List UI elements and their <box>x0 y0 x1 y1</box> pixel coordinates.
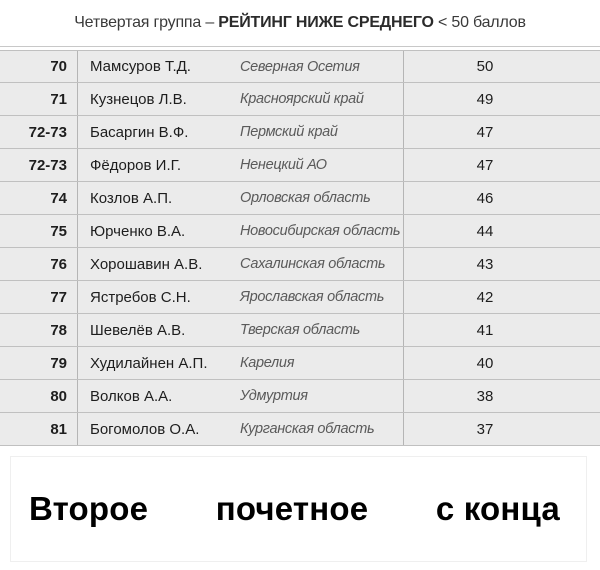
rating-table <box>0 50 600 446</box>
rank-cell: 77 <box>0 281 78 313</box>
rank-cell: 76 <box>0 248 78 280</box>
score-cell: 40 <box>476 354 494 372</box>
header-prefix: Четвертая группа – <box>74 14 219 31</box>
region-cell: Сахалинская область <box>240 248 404 280</box>
region-cell: Ярославская область <box>240 281 404 313</box>
name-cell: Фёдоров И.Г. <box>90 156 182 174</box>
table-row <box>0 413 600 446</box>
caption-word-1: Второе <box>29 490 149 527</box>
rank-cell: 79 <box>0 347 78 379</box>
score-cell: 44 <box>476 222 494 240</box>
name-cell: Юрченко В.А. <box>90 222 186 240</box>
region-cell: Ненецкий АО <box>240 149 404 181</box>
score-cell: 50 <box>476 58 494 75</box>
header-title: РЕЙТИНГ НИЖЕ СРЕДНЕГО <box>218 14 434 31</box>
score-cell: 38 <box>476 387 494 405</box>
table-row <box>0 380 600 413</box>
score-cell: 42 <box>476 288 494 306</box>
name-cell: Кузнецов Л.В. <box>90 90 187 108</box>
region-cell: Тверская область <box>240 314 404 346</box>
score-cell: 41 <box>476 321 494 339</box>
rank-cell: 75 <box>0 215 78 247</box>
name-cell: Ястребов С.Н. <box>90 288 191 306</box>
region-cell: Красноярский край <box>240 83 404 115</box>
table-row <box>0 281 600 314</box>
rank-cell: 72-73 <box>0 116 78 148</box>
region-cell: Орловская область <box>240 182 404 214</box>
name-cell: Басаргин В.Ф. <box>90 123 189 141</box>
name-cell: Волков А.А. <box>90 387 173 405</box>
score-cell: 49 <box>476 90 494 108</box>
rank-cell: 74 <box>0 182 78 214</box>
rank-cell: 72-73 <box>0 149 78 181</box>
name-cell: Худилайнен А.П. <box>90 354 208 372</box>
table-row <box>0 83 600 116</box>
score-cell: 47 <box>476 156 494 174</box>
table-row <box>0 116 600 149</box>
rank-cell: 81 <box>0 413 78 445</box>
score-cell: 46 <box>476 189 494 207</box>
table-row <box>0 248 600 281</box>
score-cell: 43 <box>476 255 494 273</box>
caption-word-3: с конца <box>435 490 560 527</box>
region-cell: Удмуртия <box>240 380 404 412</box>
region-cell: Карелия <box>240 347 404 379</box>
name-cell: Козлов А.П. <box>90 189 173 207</box>
score-cell: 37 <box>476 420 494 438</box>
region-cell: Пермский край <box>240 116 404 148</box>
name-cell: Мамсуров Т.Д. <box>90 58 191 75</box>
rank-cell: 78 <box>0 314 78 346</box>
rank-cell: 80 <box>0 380 78 412</box>
header-suffix: < 50 баллов <box>433 14 526 31</box>
caption-word-2: почетное <box>215 490 369 527</box>
table-row <box>0 50 600 83</box>
score-cell: 47 <box>476 123 494 141</box>
caption-box <box>10 456 587 562</box>
rank-cell: 70 <box>0 51 78 82</box>
name-cell: Шевелёв А.В. <box>90 321 186 339</box>
region-cell: Новосибирская область <box>240 215 404 247</box>
region-cell: Северная Осетия <box>240 51 404 82</box>
region-cell: Курганская область <box>240 413 404 445</box>
table-row <box>0 314 600 347</box>
table-row <box>0 215 600 248</box>
table-row <box>0 182 600 215</box>
table-row <box>0 347 600 380</box>
rank-cell: 71 <box>0 83 78 115</box>
table-row <box>0 149 600 182</box>
name-cell: Богомолов О.А. <box>90 420 200 438</box>
name-cell: Хорошавин А.В. <box>90 255 203 273</box>
group-header <box>0 0 600 47</box>
